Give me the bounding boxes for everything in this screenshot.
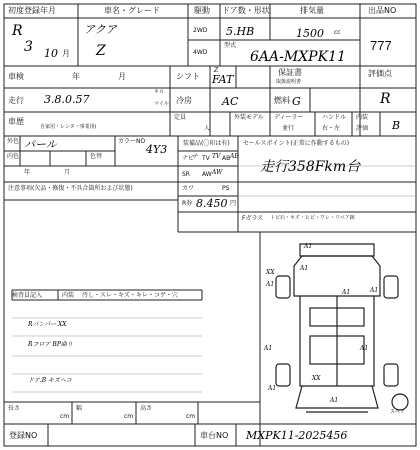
inspection-label: 車検 [8,72,24,81]
handle-options: 右・左 [322,125,341,132]
color-no-label: カラーNO [118,138,146,145]
inspector-codes: 汚し・スレ・キズ・キレ・コゲ・穴 [82,292,178,299]
dealer-options: 並行 [282,125,295,132]
recycle-unit: 円 [230,200,237,207]
color-no-value: 4Y3 [146,143,168,156]
chassis-label: 車台NO [200,431,229,440]
equipment-label: 装備品(〇印は有) [183,140,230,147]
displacement-label: 排気量 [300,6,324,15]
diagram-mark-9: A1 [360,345,369,352]
car-name: アクア [84,23,117,36]
mileage-label: 走行 [8,96,24,105]
ac-label: 冷房 [176,96,192,105]
equip-aw-label: AW [202,171,212,178]
warranty-label: 保証書 [278,68,302,77]
car-diagram [262,236,412,422]
capacity-label: 定員 [174,114,187,121]
doors-shape-label: ドア数・形状 [222,6,270,15]
glass-label: Fガラス [242,215,264,222]
mile-label: マイル [154,101,169,107]
inspector-label: 検査員記入 [12,292,43,299]
diagram-mark-2: XX [266,269,275,276]
diagram-mark-4: A1 [342,289,351,296]
diagram-mark-1: A1 [304,243,313,250]
spare-label: スペア [390,409,406,415]
diagram-mark-3: A1 [266,281,275,288]
diagram-mark-7: A1 [268,385,277,392]
dealer-label: ディーラー [274,114,304,121]
diagram-mark-11: A1 [300,265,309,272]
mileage-value: 3.8.0.57 [44,93,90,106]
inspector-note-1: Rバンパー XX [28,321,67,328]
equip-tv-mark: TV [212,153,221,160]
doors-shape: 5.HB [226,25,255,38]
diagram-mark-5: XX [312,375,321,382]
length-unit: cm [60,413,70,420]
equip-leather-label: カワ [182,185,195,192]
model-label: 型式 [224,42,237,49]
inspection-year: 年 [72,72,80,81]
color-change-label: 色替 [90,153,103,160]
history-options: 自家用・レンタ・事業用( [40,124,97,130]
equip-ab-mark: AB [230,153,239,160]
diagram-mark-8: A1 [370,287,379,294]
width-label: 幅 [76,405,83,412]
reg-month: 10 [44,47,58,60]
exterior-color: パール [24,138,57,151]
sales-point-label: セールスポイント(正常に作動するもの) [243,140,350,147]
drive-2wd: 2WD [193,27,208,34]
recycle-fee: 8.450 [196,197,228,210]
shift-prefix: Z [214,67,219,74]
interior-color-label: 内色 [7,153,20,160]
notes-label: 注意事項(欠品・修復・不具合箇所および状態) [8,185,133,192]
inspector-interior: 内装 [62,292,75,299]
diagram-mark-6: A1 [264,345,273,352]
month-mark-1: 月 [64,169,71,176]
equip-tv-label: TV [202,155,210,162]
recycle-label: R券 [182,200,193,207]
diagram-mark-10: A1 [330,397,339,404]
drive-label: 駆動 [194,6,210,15]
shift-value: FAT [212,73,234,86]
lot-label: 出品NO [368,6,397,15]
first-reg-label: 初度登録年月 [8,6,56,15]
interior-label: 内装 [356,114,369,121]
ac-value: AC [222,95,239,108]
reg-month-unit: 月 [62,49,70,58]
glass-options: トビ石・キズ・ヒビ・ワレ・リペア跡 [270,215,355,221]
year-mark-1: 年 [24,169,31,176]
model-code: 6AA-MXPK11 [250,49,346,65]
equip-sr-label: SR [182,171,190,178]
exterior-model-label: 外装モデル [234,114,264,121]
displacement-unit: cc [334,29,341,36]
displacement-value: 1500 [296,27,324,40]
score-label: 評価点 [368,69,392,78]
height-label: 高さ [140,405,153,412]
reg-no-label: 登録NO [9,431,38,440]
equip-nav-label: ナビ [182,155,195,162]
equip-nav-mark: ナ [192,153,199,160]
equip-aw-mark: AW [212,169,223,176]
length-label: 長さ [8,405,21,412]
handle-label: ハンドル [322,114,347,121]
fuel-label: 燃料 [274,96,290,105]
width-unit: cm [124,413,134,420]
shift-label: シフト [176,72,200,81]
height-unit: cm [186,413,196,420]
fuel-value: G [292,95,301,108]
lot-number: 777 [370,38,392,53]
inspector-note-2: Rフロア BP曲り [28,341,73,348]
km-label: キロ [154,89,165,95]
inspector-note-3: ドア.B キズヘコ [28,377,72,384]
reg-era: R [12,23,23,39]
name-grade-label: 車名・グレード [104,6,160,15]
interior-score: B [392,119,401,132]
chassis-no: MXPK11-2025456 [246,429,348,442]
interior-score-label: 評価 [356,125,369,132]
grade: Z [96,43,106,59]
equip-ab-label: AB [222,155,231,162]
history-label: 車歴 [8,117,24,126]
score-value: R [380,91,391,107]
equip-ps-label: PS [222,185,230,192]
inspection-month: 月 [118,72,126,81]
persons-label: 人 [204,125,211,132]
reg-year: 3 [24,39,33,55]
sales-point-text: 走行358Fkm台 [260,159,361,175]
manual-label: 取扱説明書 [276,79,302,85]
exterior-color-label: 外色 [7,138,20,145]
drive-4wd: 4WD [193,49,208,56]
